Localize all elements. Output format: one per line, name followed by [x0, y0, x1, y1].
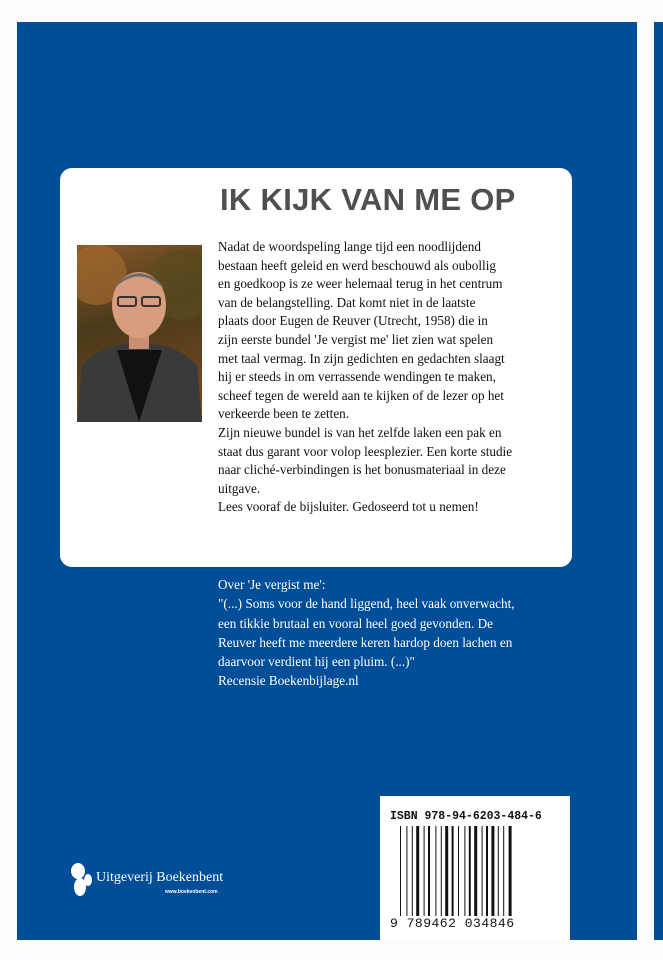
blurb-line: staat dus garant voor volop leesplezier. Een korte studie	[218, 443, 513, 459]
barcode-bar	[503, 826, 504, 926]
isbn-label: ISBN 978-94-6203-484-6	[390, 810, 542, 823]
barcode-bar	[498, 826, 499, 926]
barcode-bar	[509, 826, 512, 926]
quote-line: een tikkie brutaal en vooral heel goed gevonden. De	[218, 615, 493, 631]
barcode-bar	[435, 826, 436, 926]
spine-edge	[654, 22, 663, 940]
blurb-line: hij er steeds in om verrassende wendingen te maken,	[218, 369, 496, 385]
barcode-bar	[482, 826, 483, 926]
quote-line: Over 'Je vergist me':	[218, 577, 326, 592]
barcode-bar	[464, 826, 465, 926]
book-title: IK KIJK VAN ME OP	[220, 182, 516, 217]
isbn-barcode	[380, 796, 570, 940]
author-photo	[77, 245, 202, 422]
blurb-line: Nadat de woordspeling lange tijd een noodlijdend	[218, 239, 481, 254]
barcode-bar	[400, 826, 401, 926]
barcode-bar	[406, 826, 407, 926]
barcode-bar	[445, 826, 448, 926]
blurb-line: zijn eerste bundel 'Je vergist me' liet zien wat spelen	[218, 331, 494, 347]
blurb-line: met taal vermag. In zijn gedichten en gedachten slaagt	[218, 350, 505, 366]
blurb-line: Zijn nieuwe bundel is van het zelfde laken een pak en	[218, 424, 502, 440]
quote-line: daarvoor verdient hij een pluim. (...)"	[218, 654, 415, 670]
quote-source: Recensie Boekenbijlage.nl	[218, 673, 359, 689]
blurb-line: plaats door Eugen de Reuver (Utrecht, 1958) die in	[218, 313, 488, 329]
barcode-bar	[458, 826, 459, 926]
blurb-text	[218, 238, 512, 517]
barcode-bar	[474, 826, 477, 926]
barcode-bar	[428, 826, 430, 926]
blurb-line: naar cliché-verbindingen is het bonusmateriaal in deze	[218, 462, 506, 478]
blurb-line: scheef tegen de wereld aan te kijken of de lezer op het	[218, 387, 504, 403]
barcode-bar	[452, 826, 454, 926]
review-quote	[218, 575, 515, 691]
publisher-name: Uitgeverij Boekenbent	[96, 870, 224, 885]
barcode-bar	[441, 826, 442, 926]
barcode-bar	[486, 826, 488, 926]
quote-line: "(...) Soms voor de hand liggend, heel vaak onverwacht,	[218, 596, 515, 612]
blurb-line: en goedkoop is ze weer helemaal terug in het centrum	[218, 276, 503, 292]
barcode-bars	[398, 826, 548, 926]
barcode-bar	[491, 826, 494, 926]
barcode-bar	[469, 826, 471, 926]
butterfly-icon	[70, 862, 94, 898]
blurb-line: verkeerde been te zetten.	[218, 406, 350, 422]
barcode-bar	[412, 826, 413, 926]
blurb-line: uitgave.	[218, 480, 261, 496]
publisher-url: www.boekenbent.com	[165, 889, 218, 895]
barcode-bar	[424, 826, 425, 926]
barcode-bar	[416, 826, 419, 926]
ean-digits: 9 789462 034846	[390, 916, 515, 931]
blurb-line: Lees vooraf de bijsluiter. Gedoseerd tot u nemen!	[218, 499, 479, 515]
blurb-line: van de belangstelling. Dat komt niet in de laatste	[218, 294, 476, 310]
blurb-line: bestaan heeft geleid en werd beschouwd als oubollig	[218, 257, 496, 273]
quote-line: Reuver heeft me meerdere keren hardop doen lachen en	[218, 634, 513, 650]
